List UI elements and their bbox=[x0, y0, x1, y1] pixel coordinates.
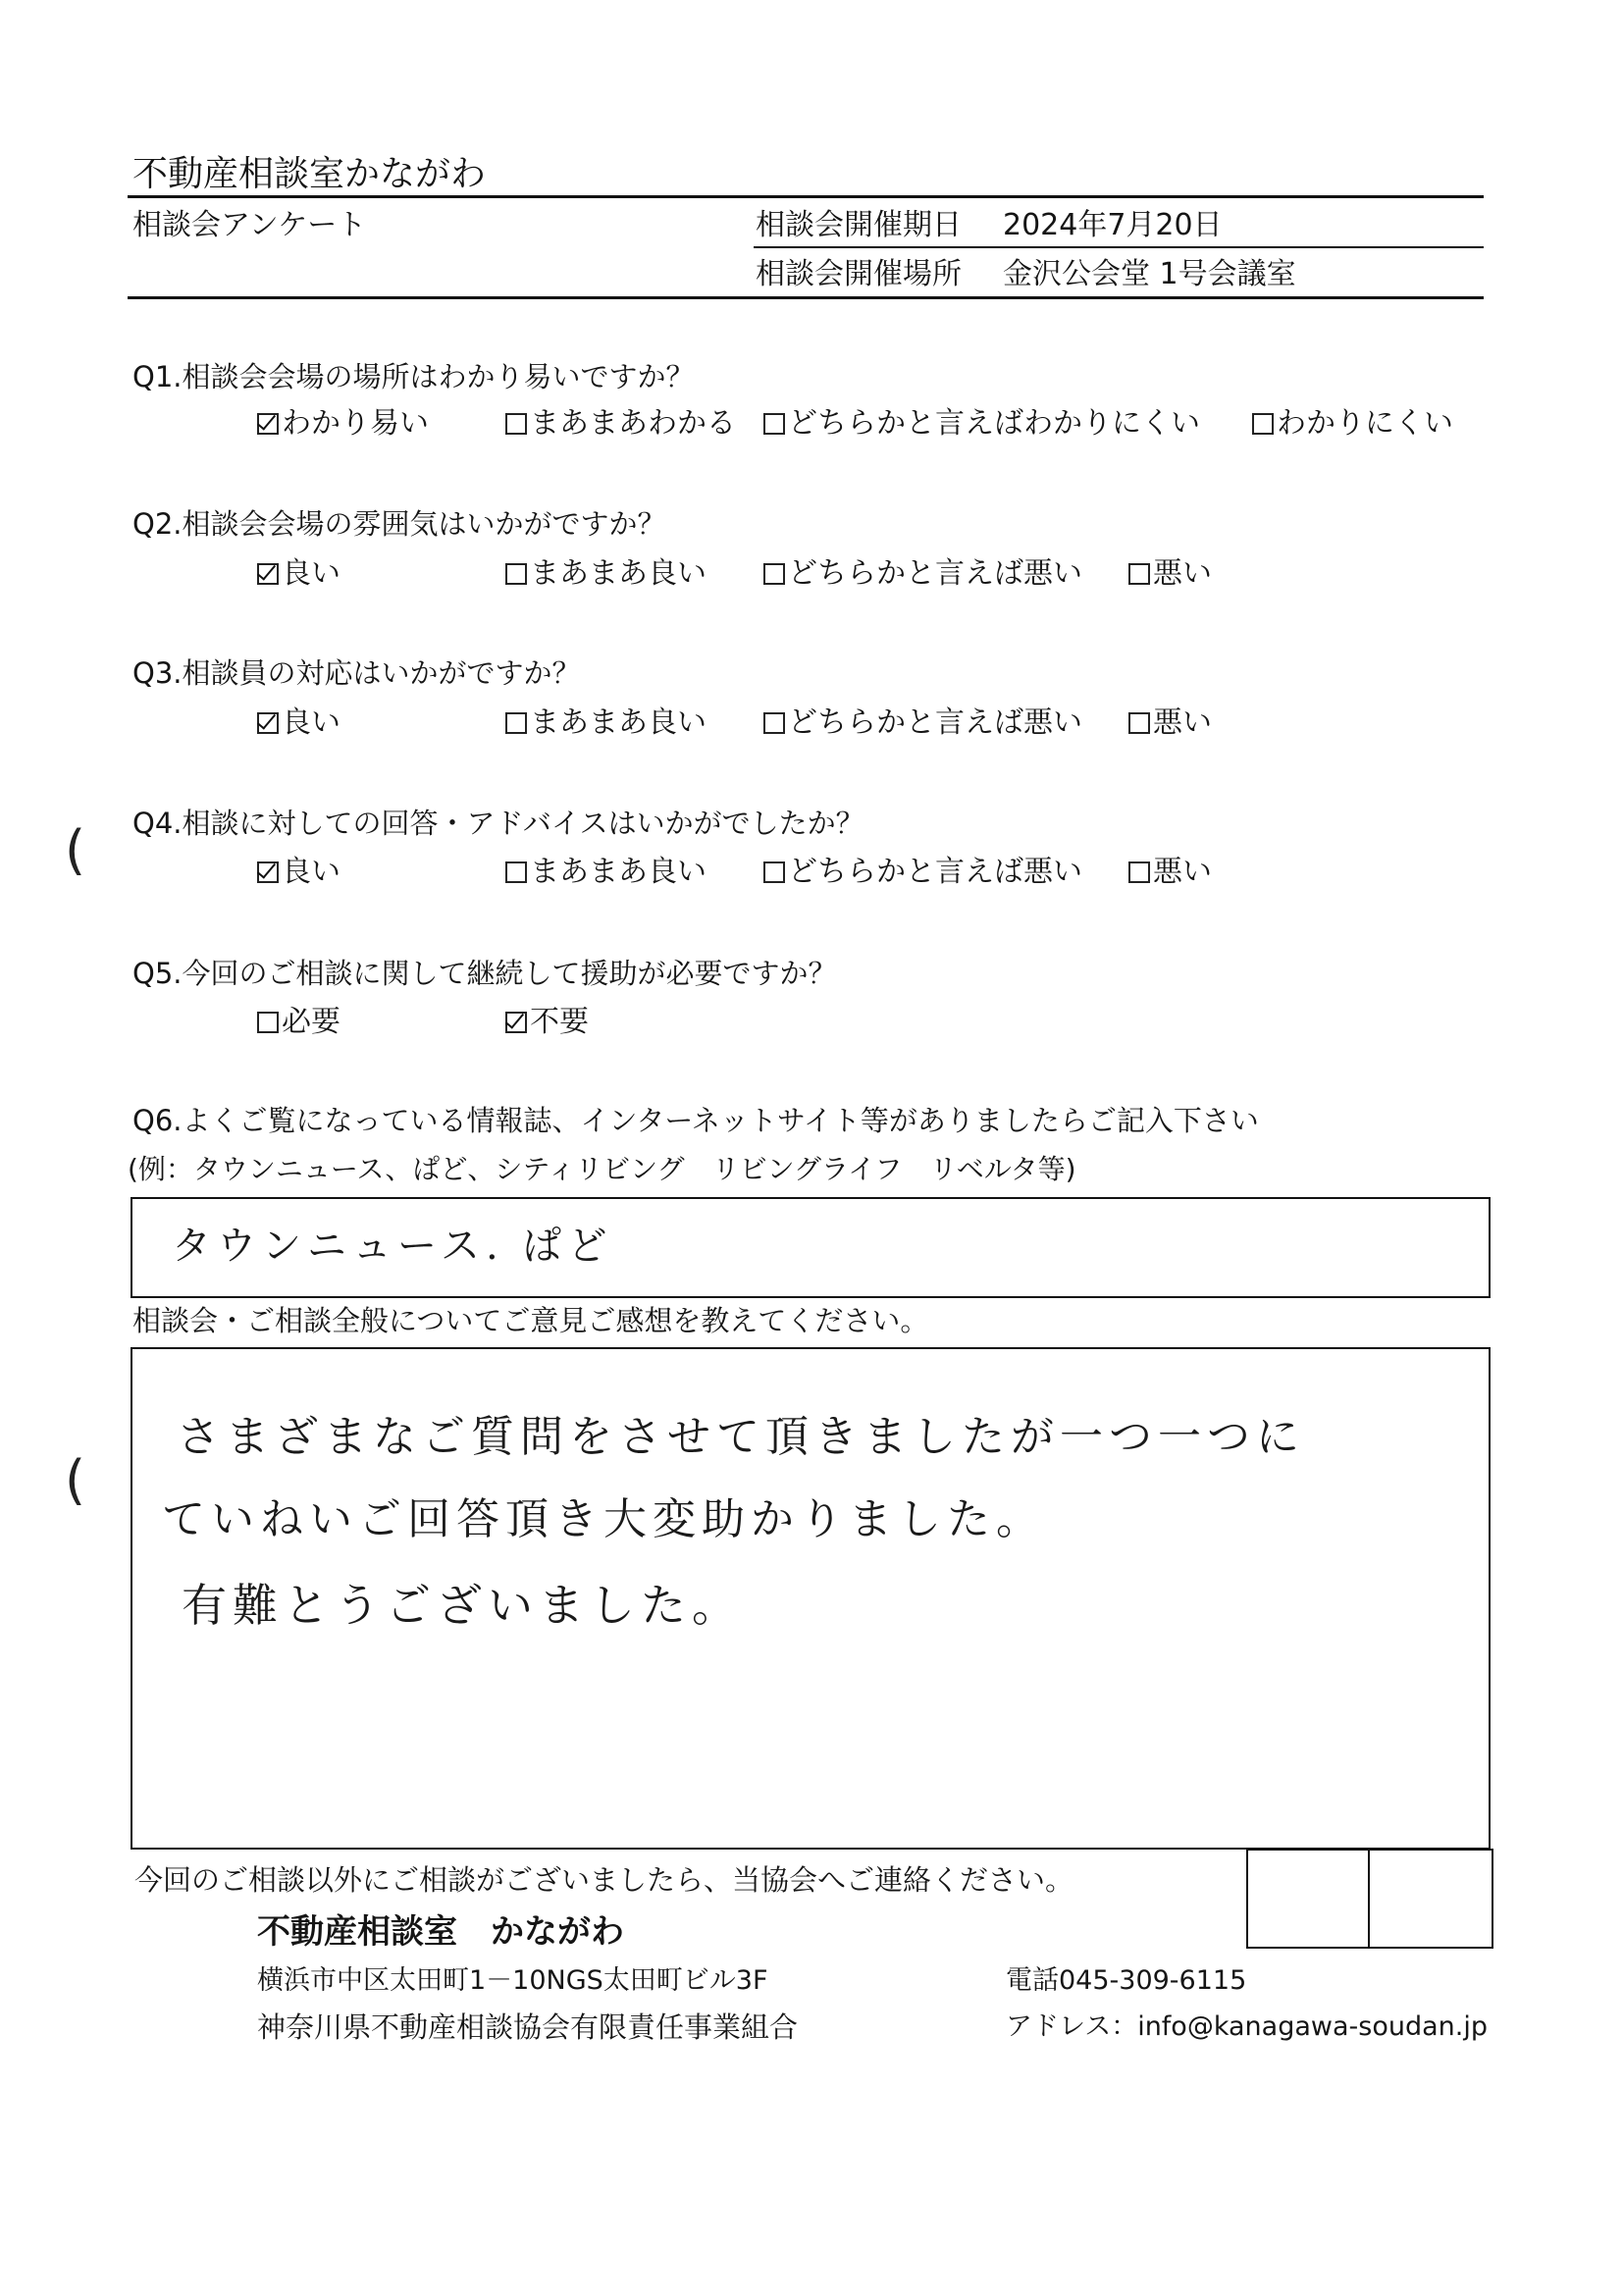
footer-email: アドレス：info@kanagawa-soudan.jp bbox=[1006, 2011, 1488, 2042]
q2-option-1-checkbox[interactable] bbox=[257, 563, 279, 585]
q1-option-4-checkbox[interactable] bbox=[1252, 413, 1274, 435]
punch-hole-mark-lower: ( bbox=[65, 1449, 86, 1511]
q4-option-1[interactable]: 良い bbox=[257, 858, 340, 887]
date-underline bbox=[754, 246, 1484, 248]
q5-option-2-checkbox[interactable] bbox=[505, 1012, 527, 1033]
q3-option-1-checkbox[interactable] bbox=[257, 712, 279, 734]
comment-line-2: ていねいご回答頂き大変助かりました。 bbox=[162, 1494, 1045, 1544]
date-label: 相談会開催期日 bbox=[756, 208, 962, 242]
venue-value: 金沢公会堂 1号会議室 bbox=[1003, 257, 1296, 291]
date-value: 2024年7月20日 bbox=[1003, 208, 1223, 242]
q2-option-3[interactable]: どちらかと言えば悪い bbox=[763, 559, 1082, 589]
q2-option-2-checkbox[interactable] bbox=[505, 563, 527, 585]
q3-option-2[interactable]: まあまあ良い bbox=[505, 708, 707, 738]
punch-hole-mark-upper: ( bbox=[65, 819, 86, 881]
comments-box[interactable] bbox=[131, 1347, 1491, 1850]
q4-option-4-checkbox[interactable] bbox=[1128, 861, 1150, 883]
q4-option-1-checkbox[interactable] bbox=[257, 861, 279, 883]
org-title: 不動産相談室かながわ bbox=[132, 154, 487, 194]
q4-option-4[interactable]: 悪い bbox=[1128, 858, 1212, 887]
q4-text: Q4.相談に対しての回答・アドバイスはいかがでしたか？ bbox=[132, 807, 864, 840]
q6-handwritten-answer: タウンニュース. ぱど bbox=[172, 1224, 613, 1269]
q1-option-3-checkbox[interactable] bbox=[763, 413, 785, 435]
header-rule bbox=[128, 195, 1484, 198]
stamp-boxes bbox=[1246, 1849, 1493, 1949]
q3-option-1[interactable]: 良い bbox=[257, 708, 340, 738]
q5-option-2[interactable]: 不要 bbox=[505, 1008, 589, 1037]
q4-option-2[interactable]: まあまあ良い bbox=[505, 858, 707, 887]
q2-text: Q2.相談会会場の雰囲気はいかがですか？ bbox=[132, 507, 666, 541]
footer-org-name: 不動産相談室 かながわ bbox=[257, 1912, 624, 1952]
form-title: 相談会アンケート bbox=[132, 208, 367, 242]
q2-option-4-checkbox[interactable] bbox=[1128, 563, 1150, 585]
footer-association: 神奈川県不動産相談協会有限責任事業組合 bbox=[257, 2010, 799, 2044]
stamp-divider bbox=[1368, 1851, 1370, 1947]
q1-option-1-checkbox[interactable] bbox=[257, 413, 279, 435]
footer-address: 横浜市中区太田町1－10NGS太田町ビル3F bbox=[257, 1965, 768, 1996]
footer-phone: 電話045-309-6115 bbox=[1006, 1965, 1247, 1996]
q3-option-3[interactable]: どちらかと言えば悪い bbox=[763, 708, 1082, 738]
q2-option-3-checkbox[interactable] bbox=[763, 563, 785, 585]
q4-option-3-checkbox[interactable] bbox=[763, 861, 785, 883]
contact-note: 今回のご相談以外にご相談がございましたら、当協会へご連絡ください。 bbox=[134, 1863, 1074, 1897]
q1-option-2-checkbox[interactable] bbox=[505, 413, 527, 435]
comment-line-1: さまざまなご質問をさせて頂きましたが一つ一つに bbox=[177, 1412, 1305, 1462]
q6-answer-box[interactable] bbox=[131, 1197, 1491, 1298]
q2-option-2[interactable]: まあまあ良い bbox=[505, 559, 707, 589]
q3-option-4-checkbox[interactable] bbox=[1128, 712, 1150, 734]
q5-option-1[interactable]: 必要 bbox=[257, 1008, 340, 1037]
q1-option-3[interactable]: どちらかと言えばわかりにくい bbox=[763, 409, 1200, 439]
q3-option-2-checkbox[interactable] bbox=[505, 712, 527, 734]
q2-option-4[interactable]: 悪い bbox=[1128, 559, 1212, 589]
comments-prompt: 相談会・ご相談全般についてご意見ご感想を教えてください。 bbox=[132, 1304, 929, 1337]
q4-option-3[interactable]: どちらかと言えば悪い bbox=[763, 858, 1082, 887]
q4-option-2-checkbox[interactable] bbox=[505, 861, 527, 883]
q1-text: Q1.相談会会場の場所はわかり易いですか？ bbox=[132, 360, 695, 393]
venue-label: 相談会開催場所 bbox=[756, 257, 962, 291]
comment-line-3: 有難とうございました。 bbox=[182, 1579, 743, 1632]
q3-text: Q3.相談員の対応はいかがですか？ bbox=[132, 656, 581, 690]
q3-option-3-checkbox[interactable] bbox=[763, 712, 785, 734]
q6-text: Q6.よくご覧になっている情報誌、インターネットサイト等がありましたらご記入下さい bbox=[132, 1104, 1259, 1137]
q1-option-1[interactable]: わかり易い bbox=[257, 409, 429, 439]
q1-option-2[interactable]: まあまあわかる bbox=[505, 409, 736, 439]
q2-option-1[interactable]: 良い bbox=[257, 559, 340, 589]
q3-option-4[interactable]: 悪い bbox=[1128, 708, 1212, 738]
q1-option-4[interactable]: わかりにくい bbox=[1252, 409, 1453, 439]
header-bottom-rule bbox=[128, 296, 1484, 299]
q5-option-1-checkbox[interactable] bbox=[257, 1012, 279, 1033]
q6-example: (例：タウンニュース、ぱど、シティリビング リビングライフ リベルタ等) bbox=[128, 1153, 1076, 1185]
q5-text: Q5.今回のご相談に関して継続して援助が必要ですか？ bbox=[132, 957, 837, 990]
